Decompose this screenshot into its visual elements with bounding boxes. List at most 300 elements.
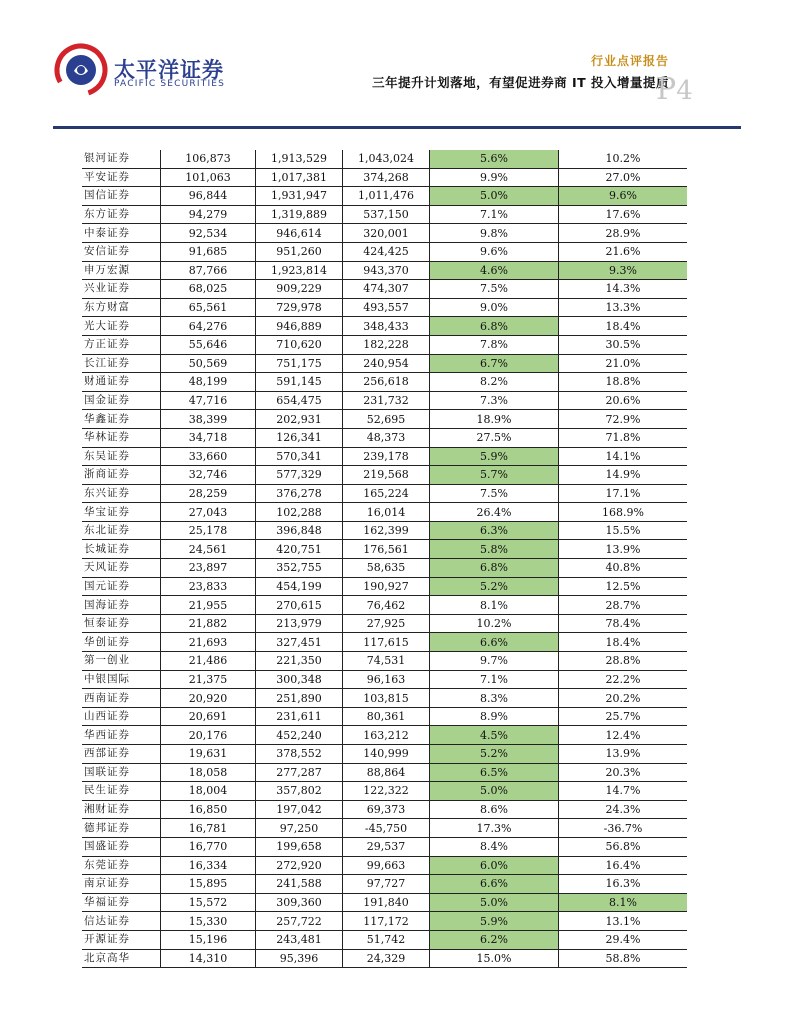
value-col-3-cell: 176,561 bbox=[343, 540, 430, 559]
value-col-2-cell: 454,199 bbox=[256, 577, 343, 596]
value-col-3-cell: 80,361 bbox=[343, 707, 430, 726]
value-col-1-cell: 21,882 bbox=[161, 614, 256, 633]
ratio-col-2-cell: 12.4% bbox=[559, 726, 688, 745]
ratio-col-2-cell: 14.3% bbox=[559, 280, 688, 299]
company-name-en: PACIFIC SECURITIES bbox=[114, 79, 226, 89]
value-col-1-cell: 19,631 bbox=[161, 745, 256, 764]
broker-name-cell: 西南证券 bbox=[82, 689, 161, 708]
broker-name-cell: 平安证券 bbox=[82, 168, 161, 187]
value-col-3-cell: 74,531 bbox=[343, 652, 430, 671]
ratio-col-1-cell: 8.1% bbox=[430, 596, 559, 615]
broker-name-cell: 方正证券 bbox=[82, 335, 161, 354]
ratio-col-2-cell: 10.2% bbox=[559, 150, 688, 168]
value-col-2-cell: 241,588 bbox=[256, 875, 343, 894]
ratio-col-2-cell: 28.8% bbox=[559, 652, 688, 671]
broker-name-cell: 银河证券 bbox=[82, 150, 161, 168]
broker-name-cell: 南京证券 bbox=[82, 875, 161, 894]
value-col-3-cell: 16,014 bbox=[343, 503, 430, 522]
value-col-2-cell: 951,260 bbox=[256, 242, 343, 261]
table-row bbox=[82, 428, 687, 447]
value-col-2-cell: 420,751 bbox=[256, 540, 343, 559]
value-col-3-cell: 69,373 bbox=[343, 800, 430, 819]
value-col-2-cell: 309,360 bbox=[256, 893, 343, 912]
table-row bbox=[82, 652, 687, 671]
ratio-col-2-cell: 22.2% bbox=[559, 670, 688, 689]
value-col-3-cell: 1,043,024 bbox=[343, 150, 430, 168]
ratio-col-1-cell: 6.3% bbox=[430, 521, 559, 540]
table-row bbox=[82, 949, 687, 968]
broker-name-cell: 华福证券 bbox=[82, 893, 161, 912]
broker-name-cell: 光大证券 bbox=[82, 317, 161, 336]
table-row bbox=[82, 466, 687, 485]
value-col-1-cell: 20,176 bbox=[161, 726, 256, 745]
ratio-col-1-cell: 6.8% bbox=[430, 559, 559, 578]
value-col-1-cell: 94,279 bbox=[161, 205, 256, 224]
value-col-1-cell: 25,178 bbox=[161, 521, 256, 540]
value-col-1-cell: 21,955 bbox=[161, 596, 256, 615]
ratio-col-1-cell: 15.0% bbox=[430, 949, 559, 968]
table-row bbox=[82, 596, 687, 615]
ratio-col-2-cell: 18.4% bbox=[559, 317, 688, 336]
value-col-3-cell: 97,727 bbox=[343, 875, 430, 894]
broker-name-cell: 湘财证券 bbox=[82, 800, 161, 819]
table-row bbox=[82, 875, 687, 894]
value-col-3-cell: 374,268 bbox=[343, 168, 430, 187]
value-col-1-cell: 68,025 bbox=[161, 280, 256, 299]
value-col-3-cell: 165,224 bbox=[343, 484, 430, 503]
ratio-col-1-cell: 7.5% bbox=[430, 484, 559, 503]
table-row bbox=[82, 354, 687, 373]
ratio-col-1-cell: 5.2% bbox=[430, 577, 559, 596]
ratio-col-2-cell: 9.3% bbox=[559, 261, 688, 280]
value-col-1-cell: 24,561 bbox=[161, 540, 256, 559]
value-col-3-cell: 191,840 bbox=[343, 893, 430, 912]
value-col-2-cell: 452,240 bbox=[256, 726, 343, 745]
value-col-1-cell: 23,897 bbox=[161, 559, 256, 578]
value-col-3-cell: 27,925 bbox=[343, 614, 430, 633]
ratio-col-2-cell: 16.3% bbox=[559, 875, 688, 894]
header-rule bbox=[53, 126, 741, 129]
broker-name-cell: 华宝证券 bbox=[82, 503, 161, 522]
value-col-2-cell: 213,979 bbox=[256, 614, 343, 633]
ratio-col-1-cell: 27.5% bbox=[430, 428, 559, 447]
ratio-col-2-cell: 14.1% bbox=[559, 447, 688, 466]
broker-name-cell: 国元证券 bbox=[82, 577, 161, 596]
ratio-col-1-cell: 6.8% bbox=[430, 317, 559, 336]
value-col-3-cell: 348,433 bbox=[343, 317, 430, 336]
ratio-col-2-cell: 71.8% bbox=[559, 428, 688, 447]
ratio-col-1-cell: 18.9% bbox=[430, 410, 559, 429]
broker-name-cell: 浙商证券 bbox=[82, 466, 161, 485]
value-col-1-cell: 16,781 bbox=[161, 819, 256, 838]
value-col-1-cell: 38,399 bbox=[161, 410, 256, 429]
value-col-2-cell: 251,890 bbox=[256, 689, 343, 708]
broker-name-cell: 安信证券 bbox=[82, 242, 161, 261]
ratio-col-1-cell: 5.0% bbox=[430, 187, 559, 206]
value-col-3-cell: 162,399 bbox=[343, 521, 430, 540]
value-col-2-cell: 909,229 bbox=[256, 280, 343, 299]
value-col-1-cell: 64,276 bbox=[161, 317, 256, 336]
ratio-col-1-cell: 8.6% bbox=[430, 800, 559, 819]
value-col-3-cell: 99,663 bbox=[343, 856, 430, 875]
value-col-2-cell: 257,722 bbox=[256, 912, 343, 931]
value-col-3-cell: 122,322 bbox=[343, 782, 430, 801]
broker-name-cell: 开源证券 bbox=[82, 930, 161, 949]
ratio-col-2-cell: 8.1% bbox=[559, 893, 688, 912]
table-row bbox=[82, 410, 687, 429]
value-col-2-cell: 376,278 bbox=[256, 484, 343, 503]
broker-name-cell: 第一创业 bbox=[82, 652, 161, 671]
table-row bbox=[82, 373, 687, 392]
brokerage-data-table bbox=[82, 150, 687, 968]
value-col-2-cell: 378,552 bbox=[256, 745, 343, 764]
broker-name-cell: 山西证券 bbox=[82, 707, 161, 726]
value-col-1-cell: 106,873 bbox=[161, 150, 256, 168]
value-col-2-cell: 126,341 bbox=[256, 428, 343, 447]
value-col-2-cell: 654,475 bbox=[256, 391, 343, 410]
ratio-col-1-cell: 7.1% bbox=[430, 670, 559, 689]
value-col-3-cell: 163,212 bbox=[343, 726, 430, 745]
broker-name-cell: 德邦证券 bbox=[82, 819, 161, 838]
broker-name-cell: 财通证券 bbox=[82, 373, 161, 392]
ratio-col-2-cell: 21.0% bbox=[559, 354, 688, 373]
value-col-3-cell: 51,742 bbox=[343, 930, 430, 949]
broker-name-cell: 国信证券 bbox=[82, 187, 161, 206]
value-col-1-cell: 20,691 bbox=[161, 707, 256, 726]
value-col-2-cell: 221,350 bbox=[256, 652, 343, 671]
broker-name-cell: 国盛证券 bbox=[82, 837, 161, 856]
value-col-3-cell: 239,178 bbox=[343, 447, 430, 466]
table-row bbox=[82, 782, 687, 801]
ratio-col-1-cell: 5.9% bbox=[430, 447, 559, 466]
value-col-1-cell: 15,196 bbox=[161, 930, 256, 949]
value-col-2-cell: 102,288 bbox=[256, 503, 343, 522]
ratio-col-2-cell: -36.7% bbox=[559, 819, 688, 838]
broker-name-cell: 长城证券 bbox=[82, 540, 161, 559]
ratio-col-2-cell: 12.5% bbox=[559, 577, 688, 596]
ratio-col-1-cell: 8.4% bbox=[430, 837, 559, 856]
value-col-3-cell: 24,329 bbox=[343, 949, 430, 968]
ratio-col-1-cell: 6.5% bbox=[430, 763, 559, 782]
value-col-2-cell: 396,848 bbox=[256, 521, 343, 540]
table-row bbox=[82, 559, 687, 578]
value-col-2-cell: 729,978 bbox=[256, 298, 343, 317]
value-col-2-cell: 95,396 bbox=[256, 949, 343, 968]
ratio-col-1-cell: 7.3% bbox=[430, 391, 559, 410]
value-col-3-cell: 943,370 bbox=[343, 261, 430, 280]
ratio-col-1-cell: 8.9% bbox=[430, 707, 559, 726]
ratio-col-1-cell: 5.6% bbox=[430, 150, 559, 168]
ratio-col-1-cell: 5.0% bbox=[430, 893, 559, 912]
ratio-col-1-cell: 8.3% bbox=[430, 689, 559, 708]
table-row bbox=[82, 837, 687, 856]
ratio-col-2-cell: 168.9% bbox=[559, 503, 688, 522]
table-row bbox=[82, 150, 687, 168]
ratio-col-2-cell: 29.4% bbox=[559, 930, 688, 949]
value-col-1-cell: 101,063 bbox=[161, 168, 256, 187]
table-row bbox=[82, 484, 687, 503]
table-row bbox=[82, 800, 687, 819]
ratio-col-1-cell: 4.5% bbox=[430, 726, 559, 745]
broker-name-cell: 国金证券 bbox=[82, 391, 161, 410]
broker-name-cell: 民生证券 bbox=[82, 782, 161, 801]
table-row bbox=[82, 614, 687, 633]
ratio-col-1-cell: 4.6% bbox=[430, 261, 559, 280]
ratio-col-1-cell: 7.1% bbox=[430, 205, 559, 224]
value-col-2-cell: 277,287 bbox=[256, 763, 343, 782]
value-col-3-cell: 103,815 bbox=[343, 689, 430, 708]
page-number bbox=[656, 72, 693, 107]
value-col-2-cell: 570,341 bbox=[256, 447, 343, 466]
ratio-col-2-cell: 20.6% bbox=[559, 391, 688, 410]
broker-name-cell: 兴业证券 bbox=[82, 280, 161, 299]
table-row bbox=[82, 670, 687, 689]
broker-name-cell: 东兴证券 bbox=[82, 484, 161, 503]
ratio-col-2-cell: 58.8% bbox=[559, 949, 688, 968]
ratio-col-1-cell: 6.6% bbox=[430, 633, 559, 652]
table-row bbox=[82, 540, 687, 559]
broker-name-cell: 国联证券 bbox=[82, 763, 161, 782]
ratio-col-2-cell: 14.7% bbox=[559, 782, 688, 801]
table-row bbox=[82, 168, 687, 187]
value-col-2-cell: 591,145 bbox=[256, 373, 343, 392]
value-col-1-cell: 96,844 bbox=[161, 187, 256, 206]
broker-name-cell: 东吴证券 bbox=[82, 447, 161, 466]
ratio-col-1-cell: 8.2% bbox=[430, 373, 559, 392]
value-col-3-cell: 219,568 bbox=[343, 466, 430, 485]
broker-name-cell: 北京高华 bbox=[82, 949, 161, 968]
value-col-2-cell: 1,913,529 bbox=[256, 150, 343, 168]
value-col-1-cell: 50,569 bbox=[161, 354, 256, 373]
ratio-col-1-cell: 6.7% bbox=[430, 354, 559, 373]
ratio-col-2-cell: 30.5% bbox=[559, 335, 688, 354]
value-col-1-cell: 16,770 bbox=[161, 837, 256, 856]
ratio-col-2-cell: 28.7% bbox=[559, 596, 688, 615]
table-row bbox=[82, 224, 687, 243]
value-col-1-cell: 27,043 bbox=[161, 503, 256, 522]
broker-name-cell: 华鑫证券 bbox=[82, 410, 161, 429]
ratio-col-1-cell: 5.8% bbox=[430, 540, 559, 559]
ratio-col-2-cell: 13.9% bbox=[559, 540, 688, 559]
ratio-col-2-cell: 13.1% bbox=[559, 912, 688, 931]
value-col-2-cell: 1,319,889 bbox=[256, 205, 343, 224]
ratio-col-2-cell: 24.3% bbox=[559, 800, 688, 819]
broker-name-cell: 中泰证券 bbox=[82, 224, 161, 243]
table-row bbox=[82, 242, 687, 261]
ratio-col-1-cell: 6.6% bbox=[430, 875, 559, 894]
value-col-1-cell: 18,004 bbox=[161, 782, 256, 801]
pacific-securities-logo-icon bbox=[52, 41, 110, 99]
table-row bbox=[82, 280, 687, 299]
table-row bbox=[82, 930, 687, 949]
ratio-col-2-cell: 9.6% bbox=[559, 187, 688, 206]
value-col-1-cell: 21,375 bbox=[161, 670, 256, 689]
value-col-3-cell: 256,618 bbox=[343, 373, 430, 392]
broker-name-cell: 东方证券 bbox=[82, 205, 161, 224]
value-col-3-cell: 29,537 bbox=[343, 837, 430, 856]
value-col-1-cell: 47,716 bbox=[161, 391, 256, 410]
value-col-2-cell: 946,889 bbox=[256, 317, 343, 336]
ratio-col-2-cell: 13.3% bbox=[559, 298, 688, 317]
value-col-3-cell: 52,695 bbox=[343, 410, 430, 429]
broker-name-cell: 华西证券 bbox=[82, 726, 161, 745]
table-row bbox=[82, 205, 687, 224]
table-row bbox=[82, 335, 687, 354]
ratio-col-2-cell: 17.6% bbox=[559, 205, 688, 224]
report-type: 行业点评报告 bbox=[590, 54, 669, 68]
value-col-2-cell: 231,611 bbox=[256, 707, 343, 726]
ratio-col-1-cell: 9.8% bbox=[430, 224, 559, 243]
value-col-3-cell: 58,635 bbox=[343, 559, 430, 578]
page-num: 4 bbox=[676, 76, 693, 106]
value-col-3-cell: 76,462 bbox=[343, 596, 430, 615]
page-header bbox=[0, 0, 791, 135]
ratio-col-1-cell: 5.9% bbox=[430, 912, 559, 931]
ratio-col-2-cell: 27.0% bbox=[559, 168, 688, 187]
value-col-3-cell: 231,732 bbox=[343, 391, 430, 410]
value-col-2-cell: 577,329 bbox=[256, 466, 343, 485]
value-col-1-cell: 15,330 bbox=[161, 912, 256, 931]
value-col-1-cell: 28,259 bbox=[161, 484, 256, 503]
broker-name-cell: 华林证券 bbox=[82, 428, 161, 447]
table-row bbox=[82, 521, 687, 540]
broker-name-cell: 西部证券 bbox=[82, 745, 161, 764]
ratio-col-2-cell: 56.8% bbox=[559, 837, 688, 856]
table-row bbox=[82, 893, 687, 912]
broker-name-cell: 东方财富 bbox=[82, 298, 161, 317]
value-col-3-cell: 190,927 bbox=[343, 577, 430, 596]
ratio-col-1-cell: 17.3% bbox=[430, 819, 559, 838]
table-row bbox=[82, 689, 687, 708]
ratio-col-2-cell: 16.4% bbox=[559, 856, 688, 875]
value-col-3-cell: 96,163 bbox=[343, 670, 430, 689]
table-row bbox=[82, 447, 687, 466]
value-col-1-cell: 91,685 bbox=[161, 242, 256, 261]
ratio-col-1-cell: 9.7% bbox=[430, 652, 559, 671]
ratio-col-1-cell: 7.8% bbox=[430, 335, 559, 354]
table-row bbox=[82, 391, 687, 410]
value-col-2-cell: 710,620 bbox=[256, 335, 343, 354]
broker-name-cell: 东北证券 bbox=[82, 521, 161, 540]
page-prefix: P bbox=[656, 72, 677, 107]
table-row bbox=[82, 745, 687, 764]
value-col-1-cell: 16,850 bbox=[161, 800, 256, 819]
table-row bbox=[82, 503, 687, 522]
ratio-col-2-cell: 20.2% bbox=[559, 689, 688, 708]
company-name-cn: 太平洋证券 bbox=[114, 58, 224, 82]
broker-name-cell: 国海证券 bbox=[82, 596, 161, 615]
ratio-col-2-cell: 20.3% bbox=[559, 763, 688, 782]
value-col-2-cell: 300,348 bbox=[256, 670, 343, 689]
ratio-col-2-cell: 28.9% bbox=[559, 224, 688, 243]
value-col-1-cell: 16,334 bbox=[161, 856, 256, 875]
table-row bbox=[82, 912, 687, 931]
ratio-col-1-cell: 5.0% bbox=[430, 782, 559, 801]
table-row bbox=[82, 577, 687, 596]
value-col-1-cell: 18,058 bbox=[161, 763, 256, 782]
value-col-2-cell: 270,615 bbox=[256, 596, 343, 615]
ratio-col-1-cell: 9.9% bbox=[430, 168, 559, 187]
value-col-3-cell: 117,615 bbox=[343, 633, 430, 652]
table-row bbox=[82, 298, 687, 317]
value-col-3-cell: 493,557 bbox=[343, 298, 430, 317]
value-col-2-cell: 202,931 bbox=[256, 410, 343, 429]
broker-name-cell: 申万宏源 bbox=[82, 261, 161, 280]
ratio-col-2-cell: 13.9% bbox=[559, 745, 688, 764]
ratio-col-2-cell: 40.8% bbox=[559, 559, 688, 578]
broker-name-cell: 长江证券 bbox=[82, 354, 161, 373]
table-row bbox=[82, 856, 687, 875]
broker-name-cell: 天风证券 bbox=[82, 559, 161, 578]
value-col-1-cell: 87,766 bbox=[161, 261, 256, 280]
table-body bbox=[82, 150, 687, 968]
ratio-col-1-cell: 6.0% bbox=[430, 856, 559, 875]
broker-name-cell: 信达证券 bbox=[82, 912, 161, 931]
value-col-1-cell: 33,660 bbox=[161, 447, 256, 466]
ratio-col-1-cell: 5.7% bbox=[430, 466, 559, 485]
value-col-1-cell: 34,718 bbox=[161, 428, 256, 447]
value-col-1-cell: 15,572 bbox=[161, 893, 256, 912]
value-col-3-cell: 537,150 bbox=[343, 205, 430, 224]
value-col-1-cell: 55,646 bbox=[161, 335, 256, 354]
table-row bbox=[82, 633, 687, 652]
ratio-col-1-cell: 9.6% bbox=[430, 242, 559, 261]
ratio-col-2-cell: 18.8% bbox=[559, 373, 688, 392]
ratio-col-2-cell: 15.5% bbox=[559, 521, 688, 540]
table-row bbox=[82, 261, 687, 280]
value-col-2-cell: 946,614 bbox=[256, 224, 343, 243]
ratio-col-2-cell: 21.6% bbox=[559, 242, 688, 261]
ratio-col-1-cell: 7.5% bbox=[430, 280, 559, 299]
value-col-1-cell: 48,199 bbox=[161, 373, 256, 392]
ratio-col-2-cell: 25.7% bbox=[559, 707, 688, 726]
table-row bbox=[82, 819, 687, 838]
value-col-3-cell: 88,864 bbox=[343, 763, 430, 782]
value-col-3-cell: 140,999 bbox=[343, 745, 430, 764]
ratio-col-2-cell: 17.1% bbox=[559, 484, 688, 503]
value-col-2-cell: 1,017,381 bbox=[256, 168, 343, 187]
table-row bbox=[82, 707, 687, 726]
value-col-1-cell: 20,920 bbox=[161, 689, 256, 708]
ratio-col-2-cell: 78.4% bbox=[559, 614, 688, 633]
value-col-2-cell: 97,250 bbox=[256, 819, 343, 838]
ratio-col-1-cell: 26.4% bbox=[430, 503, 559, 522]
value-col-3-cell: 424,425 bbox=[343, 242, 430, 261]
value-col-3-cell: 240,954 bbox=[343, 354, 430, 373]
value-col-2-cell: 751,175 bbox=[256, 354, 343, 373]
ratio-col-2-cell: 18.4% bbox=[559, 633, 688, 652]
value-col-3-cell: 320,001 bbox=[343, 224, 430, 243]
ratio-col-1-cell: 10.2% bbox=[430, 614, 559, 633]
ratio-col-1-cell: 9.0% bbox=[430, 298, 559, 317]
value-col-1-cell: 92,534 bbox=[161, 224, 256, 243]
broker-name-cell: 华创证券 bbox=[82, 633, 161, 652]
value-col-1-cell: 15,895 bbox=[161, 875, 256, 894]
value-col-3-cell: 48,373 bbox=[343, 428, 430, 447]
value-col-1-cell: 23,833 bbox=[161, 577, 256, 596]
value-col-1-cell: 65,561 bbox=[161, 298, 256, 317]
value-col-2-cell: 327,451 bbox=[256, 633, 343, 652]
value-col-1-cell: 32,746 bbox=[161, 466, 256, 485]
value-col-1-cell: 21,486 bbox=[161, 652, 256, 671]
value-col-2-cell: 197,042 bbox=[256, 800, 343, 819]
ratio-col-2-cell: 72.9% bbox=[559, 410, 688, 429]
value-col-2-cell: 352,755 bbox=[256, 559, 343, 578]
value-col-2-cell: 199,658 bbox=[256, 837, 343, 856]
value-col-1-cell: 14,310 bbox=[161, 949, 256, 968]
value-col-2-cell: 243,481 bbox=[256, 930, 343, 949]
table-row bbox=[82, 726, 687, 745]
